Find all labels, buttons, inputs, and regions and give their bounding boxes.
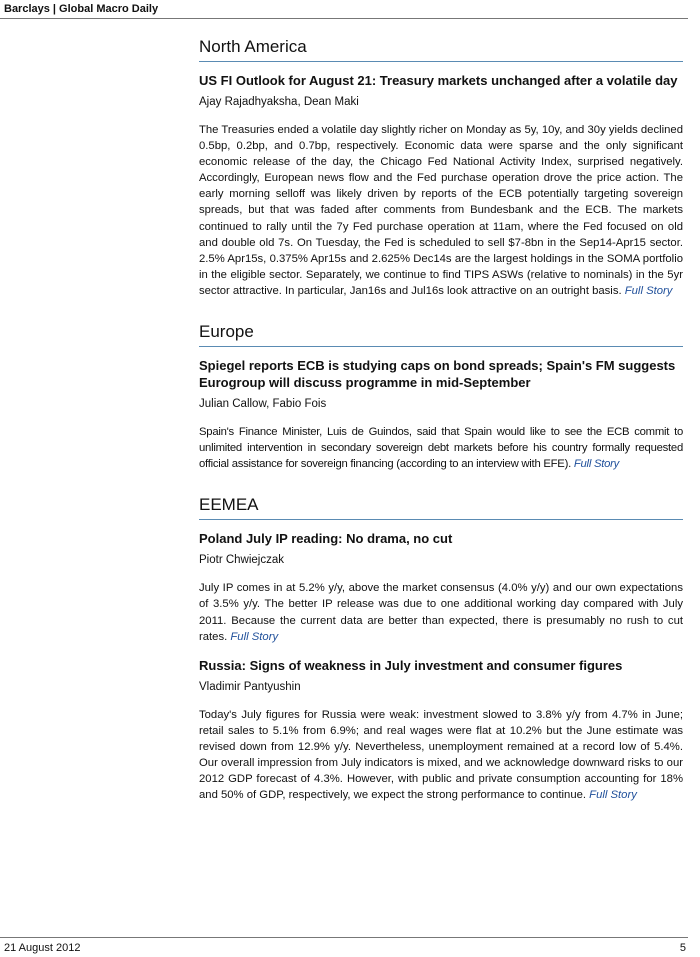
article-title: Poland July IP reading: No drama, no cut (199, 531, 453, 547)
article-body-text: The Treasuries ended a volatile day slightly richer on Monday as 5y, 10y, and 30y yields declined 0.5bp, 0.2bp, and 0.7bp, respectively. Economic data were sparse and the only significant economic release of the day, the Chicago Fed National Activity Index, surprised negatively. Accordingly, European news flow and the Fed purchase operation drove the price action. The early morning selloff was likely driven by reports of the ECB potentially targeting sovereign spreads, but that was faded after comments from Bundesbank and the ECB. The markets continued to rally until the 7y Fed purchase operation at 11am, where the Fed focused on old and double old 7s. On Tuesday, the Fed is scheduled to sell $7-8bn in the Sep14-Apr15 sector. 2.5% Apr15s, 0.375% Apr15s and 2.625% Dec14s are the largest holdings in the SOMA portfolio in the eligible sector. Separately, we continue to find TIPS ASWs (relative to nominals) in the 5yr sector attractive. In particular, Jan16s and Jul16s look attractive on an outright basis. (199, 124, 683, 297)
article-body (199, 707, 683, 804)
section-heading: Europe (199, 321, 683, 347)
article-authors: Piotr Chwiejczak (199, 554, 284, 567)
full-story-link[interactable]: Full Story (230, 630, 279, 643)
article-authors: Vladimir Pantyushin (199, 680, 301, 693)
section-eemea (199, 494, 683, 803)
article-title: Spiegel reports ECB is studying caps on bond spreads; Spain's FM suggests Eurogroup will discuss programme in mid-September (199, 358, 676, 391)
section-north-america (199, 36, 683, 299)
full-story-link[interactable]: Full Story (589, 789, 637, 802)
article (199, 72, 683, 299)
article (199, 530, 683, 644)
article-body (199, 122, 683, 299)
section-heading: North America (199, 36, 683, 62)
full-story-link[interactable]: Full Story (624, 284, 673, 297)
article-body (199, 424, 683, 472)
article-title: US FI Outlook for August 21: Treasury markets unchanged after a volatile day (199, 73, 678, 88)
article-body-text: Spain's Finance Minister, Luis de Guindos, said that Spain would like to see the ECB commit to unlimited intervention in secondary sovereign debt markets before his country formally requested official assistance for sovereign financing (according to an interview with EFE). (199, 426, 683, 471)
article (199, 657, 683, 804)
footer-date: 21 August 2012 (4, 942, 81, 954)
article-authors: Julian Callow, Fabio Fois (199, 398, 327, 411)
article-title: Russia: Signs of weakness in July investment and consumer figures (199, 657, 623, 673)
article-body-text: Today's July figures for Russia were weak: investment slowed to 3.8% y/y from 4.7% in June; retail sales to 5.1% from 6.9%; and real wages were flat at 10.2% but the June estimate was revised down from 12.9% y/y. Nevertheless, unemployment remained at a record low of 5.4%. Our overall impression from July indicators is mixed, and we acknowledge downward risks to our 2012 GDP forecast of 4.3%. However, with public and private consumption accounting for 18% and 50% of GDP, respectively, we expect the strong performance to continue. (199, 708, 683, 802)
full-story-link[interactable]: Full Story (573, 458, 620, 471)
article (199, 357, 683, 472)
section-europe (199, 321, 683, 472)
article-authors: Ajay Rajadhyaksha, Dean Maki (199, 96, 359, 108)
footer-divider (0, 937, 688, 938)
header-title: Barclays | Global Macro Daily (4, 3, 159, 15)
article-body (199, 580, 683, 644)
page-number: 5 (679, 942, 686, 954)
section-heading: EEMEA (199, 494, 683, 520)
main-content (199, 36, 683, 803)
header-divider (0, 18, 688, 19)
article-body-text: July IP comes in at 5.2% y/y, above the market consensus (4.0% y/y) and our own expectations of 3.5% y/y. The better IP release was due to one additional working day compared with July 2011. Because the current data are better than expected, there is presumably no rush to cut rates. (199, 582, 683, 643)
